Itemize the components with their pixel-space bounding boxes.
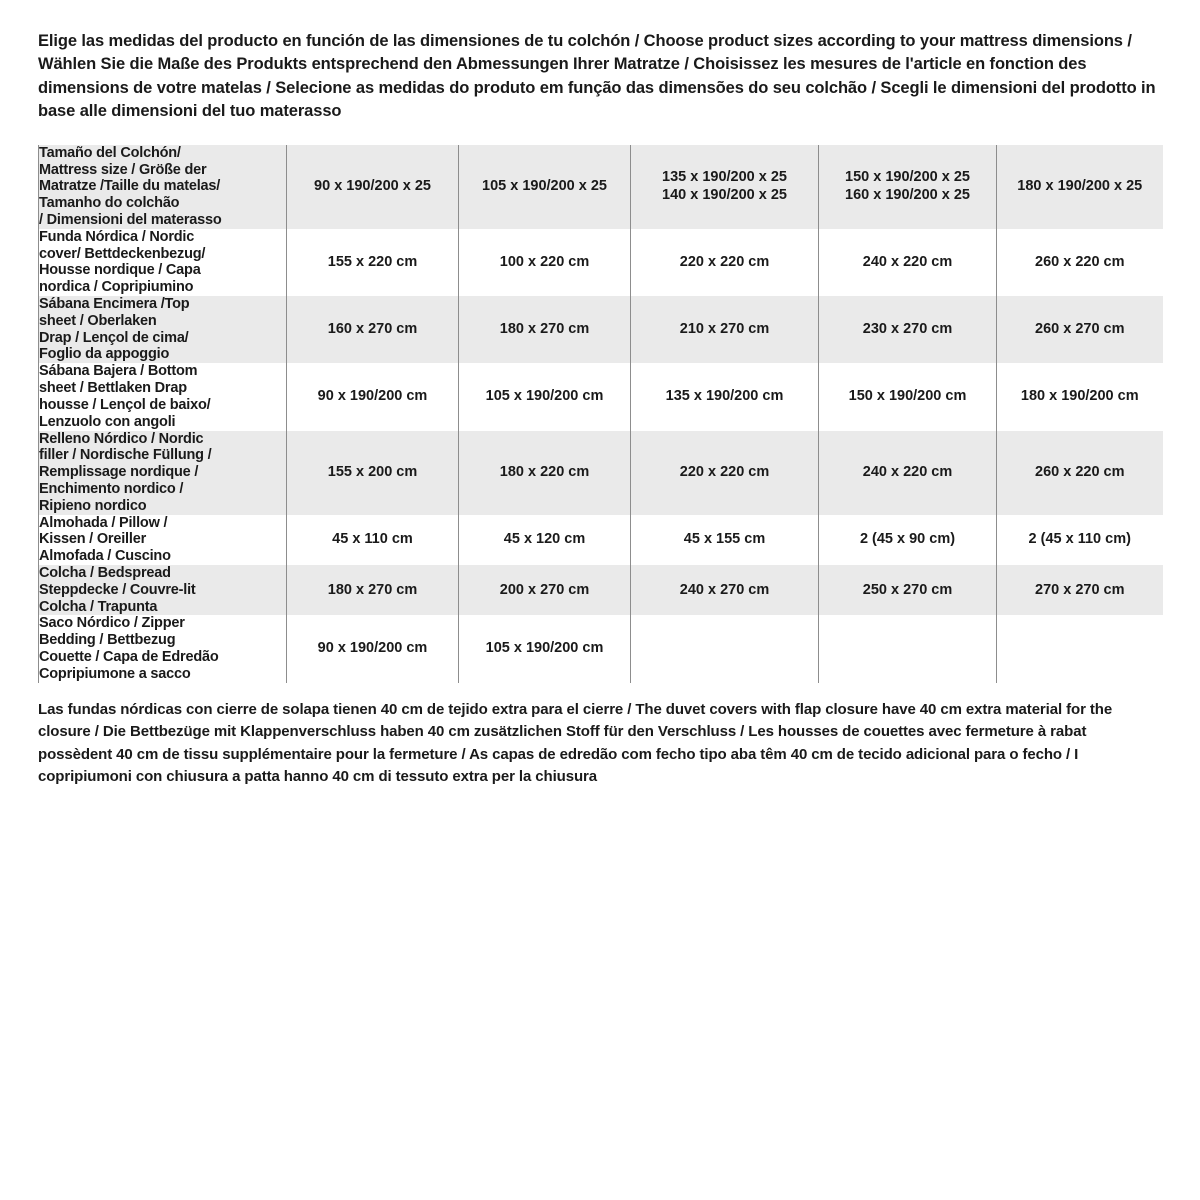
row-label-line: Enchimento nordico / <box>39 480 184 497</box>
column-header-line: 160 x 190/200 x 25 <box>845 186 970 203</box>
column-header-2 <box>459 145 631 229</box>
table-row <box>39 229 1163 296</box>
row-label-line: sheet / Oberlaken <box>39 312 157 329</box>
cell-value: 45 x 155 cm <box>631 515 819 565</box>
row-label-line: Almohada / Pillow / <box>39 514 168 531</box>
cell-value: 180 x 270 cm <box>459 296 631 363</box>
table-row <box>39 296 1163 363</box>
cell-value: 45 x 120 cm <box>459 515 631 565</box>
footnote-paragraph: Las fundas nórdicas con cierre de solapa tienen 40 cm de tejido extra para el cierre / The duvet covers with flap closure have 40 cm extra material for the closure / Die Bettbezüge mit Klappenverschluss haben 40 cm zusätzlichen Stoff für den Verschluss / Les housses de couettes avec fermeture à rabat possèdent 40 cm de tissu supplémentaire pour la fermeture / As capas de edredão com fecho tipo aba têm 40 cm de tecido adicional para o fecho / I copripiumoni con chiusura a patta hanno 40 cm di tessuto extra per la chiusura <box>38 700 1113 786</box>
row-label-line: Funda Nórdica / Nordic <box>39 228 195 245</box>
cell-value: 180 x 270 cm <box>287 565 459 615</box>
row-label-line: Relleno Nórdico / Nordic <box>39 430 204 447</box>
row-label-line: Steppdecke / Couvre-lit <box>39 581 196 598</box>
column-header-line: 140 x 190/200 x 25 <box>662 186 787 203</box>
cell-value: 250 x 270 cm <box>819 565 997 615</box>
cell-value: 200 x 270 cm <box>459 565 631 615</box>
cell-value <box>631 615 819 682</box>
table-header-row <box>39 145 1163 229</box>
row-label-line: Housse nordique / Capa <box>39 262 201 279</box>
row-label-line: cover/ Bettdeckenbezug/ <box>39 245 206 262</box>
row-label-line: Sábana Encimera /Top <box>39 296 190 312</box>
table-row <box>39 565 1163 615</box>
row-label-line: filler / Nordische Füllung / <box>39 447 212 464</box>
row-label-line: Drap / Lençol de cima/ <box>39 329 189 346</box>
cell-value: 180 x 190/200 cm <box>997 363 1163 430</box>
cell-value: 180 x 220 cm <box>459 431 631 515</box>
row-label-line: Couette / Capa de Edredão <box>39 649 219 666</box>
row-label <box>39 615 287 682</box>
row-label <box>39 565 287 615</box>
column-header-line: 90 x 190/200 x 25 <box>314 178 431 195</box>
cell-value: 90 x 190/200 cm <box>287 615 459 682</box>
row-label-line: Colcha / Bedspread <box>39 565 171 581</box>
cell-value: 240 x 220 cm <box>819 431 997 515</box>
row-label-line: Lenzuolo con angoli <box>39 413 176 430</box>
column-header-line: 105 x 190/200 x 25 <box>482 178 607 195</box>
cell-value: 210 x 270 cm <box>631 296 819 363</box>
cell-value: 2 (45 x 110 cm) <box>997 515 1163 565</box>
cell-value: 100 x 220 cm <box>459 229 631 296</box>
table-row <box>39 615 1163 682</box>
row-label-line: Kissen / Oreiller <box>39 531 147 548</box>
mattress-size-table <box>38 145 1163 683</box>
column-header-line: 180 x 190/200 x 25 <box>1017 178 1143 195</box>
header-label-line: Tamaño del Colchón/ <box>39 144 181 161</box>
cell-value: 260 x 220 cm <box>997 229 1163 296</box>
cell-value: 155 x 220 cm <box>287 229 459 296</box>
column-header-4 <box>819 145 997 229</box>
row-label-line: Remplissage nordique / <box>39 464 199 481</box>
row-label-line: housse / Lençol de baixo/ <box>39 396 211 413</box>
header-label-line: Tamanho do colchão <box>39 195 180 212</box>
cell-value: 135 x 190/200 cm <box>631 363 819 430</box>
cell-value <box>819 615 997 682</box>
column-header-line: 150 x 190/200 x 25 <box>845 169 970 186</box>
row-label-line: Foglio da appoggio <box>39 346 170 363</box>
table-row <box>39 431 1163 515</box>
row-label <box>39 431 287 515</box>
cell-value: 240 x 270 cm <box>631 565 819 615</box>
row-label-line: Colcha / Trapunta <box>39 598 158 615</box>
header-label-line: Mattress size / Größe der <box>39 161 207 178</box>
cell-value: 90 x 190/200 cm <box>287 363 459 430</box>
table-row <box>39 515 1163 565</box>
cell-value: 260 x 270 cm <box>997 296 1163 363</box>
intro-paragraph: Elige las medidas del producto en función de las dimensiones de tu colchón / Choose product sizes according to your mattress dimensions / Wählen Sie die Maße des Produkts entsprechend den Abmessungen Ihrer Matratze / Choisissez les mesures de l'article en fonction des dimensions de votre matelas / Selecione as medidas do produto em função das dimensões do seu colchão / Scegli le dimensioni del prodotto in base alle dimensioni del tuo materasso <box>38 32 1156 121</box>
column-header-1 <box>287 145 459 229</box>
cell-value: 150 x 190/200 cm <box>819 363 997 430</box>
table-row <box>39 363 1163 430</box>
row-label-line: Saco Nórdico / Zipper <box>39 615 185 632</box>
cell-value: 2 (45 x 90 cm) <box>819 515 997 565</box>
table-header-label <box>39 145 287 229</box>
column-header-line: 135 x 190/200 x 25 <box>662 169 787 186</box>
row-label <box>39 229 287 296</box>
row-label-line: Almofada / Cuscino <box>39 548 171 565</box>
cell-value <box>997 615 1163 682</box>
header-label-line: Matratze /Taille du matelas/ <box>39 178 221 195</box>
row-label-line: Copripiumone a sacco <box>39 665 191 682</box>
cell-value: 105 x 190/200 cm <box>459 615 631 682</box>
cell-value: 105 x 190/200 cm <box>459 363 631 430</box>
cell-value: 220 x 220 cm <box>631 431 819 515</box>
row-label <box>39 296 287 363</box>
cell-value: 45 x 110 cm <box>287 515 459 565</box>
column-header-3 <box>631 145 819 229</box>
cell-value: 240 x 220 cm <box>819 229 997 296</box>
row-label <box>39 363 287 430</box>
row-label-line: nordica / Copripiumino <box>39 279 194 296</box>
column-header-5 <box>997 145 1163 229</box>
row-label-line: sheet / Bettlaken Drap <box>39 380 187 397</box>
cell-value: 220 x 220 cm <box>631 229 819 296</box>
header-label-line: / Dimensioni del materasso <box>39 211 222 228</box>
row-label <box>39 515 287 565</box>
row-label-line: Sábana Bajera / Bottom <box>39 363 198 380</box>
row-label-line: Ripieno nordico <box>39 497 147 514</box>
cell-value: 260 x 220 cm <box>997 431 1163 515</box>
cell-value: 270 x 270 cm <box>997 565 1163 615</box>
cell-value: 230 x 270 cm <box>819 296 997 363</box>
row-label-line: Bedding / Bettbezug <box>39 632 176 649</box>
cell-value: 155 x 200 cm <box>287 431 459 515</box>
cell-value: 160 x 270 cm <box>287 296 459 363</box>
